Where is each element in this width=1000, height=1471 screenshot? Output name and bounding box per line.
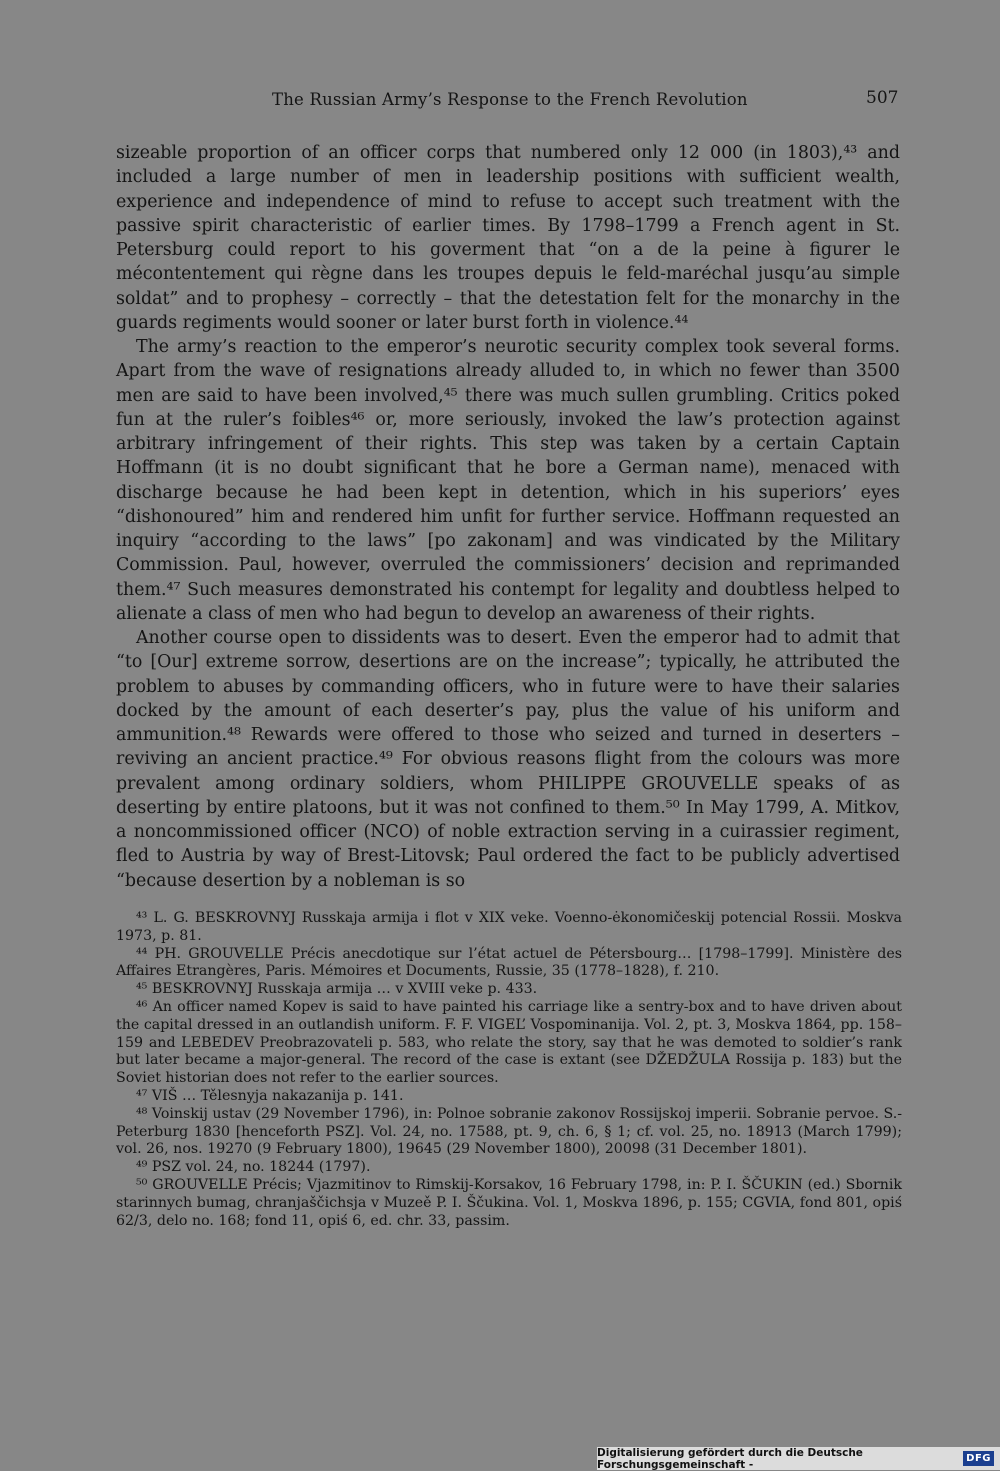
body-text — [116, 141, 900, 893]
funding-credit: Digitalisierung gefördert durch die Deutsche Forschungsgemeinschaft - — [597, 1446, 863, 1471]
page-number: 507 — [866, 88, 899, 108]
body-paragraph-2: The army’s reaction to the emperor’s neurotic security complex took several forms. Apart from the wave of resignations already alluded to, in which no fewer than 3500 men are said to have been involved,⁴⁵ there was much sullen grumbling. Critics poked fun at the ruler’s foibles⁴⁶ or, more seriously, invoked the law’s protection against arbitrary infringement of their rights. This step was taken by a certain Captain Hoffmann (it is no doubt significant that he bore a German name), menaced with discharge because he had been kept in detention, which in his superiors’ eyes “dishonoured” him and rendered him unfit for further service. Hoffmann requested an inquiry “according to the laws” [po zakonam] and was vindicated by the Military Commission. Paul, however, overruled the commissioners’ decision and reprimanded them.⁴⁷ Such measures demonstrated his contempt for legality and doubtless helped to alienate a class of men who had begun to develop an awareness of their rights. — [116, 337, 900, 624]
dfg-logo-icon: DFG — [963, 1451, 994, 1466]
footnote-47: ⁴⁷ VIŠ … Tělesnyja nakazanija p. 141. — [136, 1087, 404, 1104]
body-paragraph-3: Another course open to dissidents was to desert. Even the emperor had to admit that “to [Our] extreme sorrow, desertions are on the increase”; typically, he attributed the problem to abuses by commanding officers, who in future were to have their salaries docked by the amount of each deserter’s pay, plus the value of his uniform and ammunition.⁴⁸ Rewards were offered to those who seized and turned in deserters – reviving an ancient practice.⁴⁹ For obvious reasons flight from the colours was more prevalent among ordinary soldiers, whom PHILIPPE GROUVELLE speaks of as deserting by entire platoons, but it was not confined to them.⁵⁰ In May 1799, A. Mitkov, a noncommissioned officer (NCO) of noble extraction serving in a cuirassier regiment, fled to Austria by way of Brest-Litovsk; Paul ordered the fact to be publicly advertised “because desertion by a nobleman is so — [116, 628, 900, 891]
footnote-48: ⁴⁸ Voinskij ustav (29 November 1796), in: Polnoe sobranie zakonov Rossijskoj imperii. Sobranie pervoe. S.-Peterburg 1830 [henceforth PSZ]. Vol. 24, no. 17588, pt. 9, ch. 6, § 1; cf. vol. 25, no. 18913 (March 1799); vol. 26, nos. 19270 (9 February 1800), 19645 (29 November 1800), 20098 (31 December 1801). — [116, 1106, 902, 1158]
digitization-footer — [597, 1447, 1000, 1470]
footnote-49: ⁴⁹ PSZ vol. 24, no. 18244 (1797). — [136, 1159, 371, 1176]
running-title: The Russian Army’s Response to the French Revolution — [272, 90, 748, 109]
footnote-46: ⁴⁶ An officer named Kopev is said to have painted his carriage like a sentry-box and to have driven about the capital dressed in an outlandish uniform. F. F. VIGEL’ Vospominanija. Vol. 2, pt. 3, Moskva 1864, pp. 158–159 and LEBEDEV Preobrazovateli p. 583, who relate the story, say that he was demoted to soldier’s rank but later became a major-general. The record of the case is extant (see DŽEDŽULA Rossija p. 183) but the Soviet historian does not refer to the earlier sources. — [116, 999, 902, 1086]
footnotes — [116, 910, 902, 1231]
footnote-50: ⁵⁰ GROUVELLE Précis; Vjazmitinov to Rimskij-Korsakov, 16 February 1798, in: P. I. ŠČUKIN (ed.) Sbornik starinnych bumag, chranjaščichsja v Muzeě P. I. Ščukina. Vol. 1, Moskva 1896, p. 155; CGVIA, fond 801, opiś 62/3, delo no. 168; fond 11, opiś 6, ed. chr. 33, passim. — [116, 1177, 902, 1229]
body-paragraph-1: sizeable proportion of an officer corps that numbered only 12 000 (in 1803),⁴³ and included a large number of men in leadership positions with sufficient wealth, experience and independence of mind to refuse to accept such treatment with the passive spirit characteristic of earlier times. By 1798–1799 a French agent in St. Petersburg could report to his goverment that “on a de la peine à figurer le mécontentement qui règne dans les troupes depuis le feld-maréchal jusqu’au simple soldat” and to prophesy – correctly – that the detestation felt for the monarchy in the guards regiments would sooner or later burst forth in violence.⁴⁴ — [116, 143, 900, 333]
footnote-43: ⁴³ L. G. BESKROVNYJ Russkaja armija i flot v XIX veke. Voenno-ėkonomičeskij potencial Rossii. Moskva 1973, p. 81. — [116, 910, 902, 944]
footnote-44: ⁴⁴ PH. GROUVELLE Précis anecdotique sur l’état actuel de Pétersbourg… [1798–1799]. Ministère des Affaires Etrangères, Paris. Mémoires et Documents, Russie, 35 (1778–1828), f. 210. — [116, 945, 902, 980]
footnote-45: ⁴⁵ BESKROVNYJ Russkaja armija … v XVIII veke p. 433. — [136, 981, 538, 998]
